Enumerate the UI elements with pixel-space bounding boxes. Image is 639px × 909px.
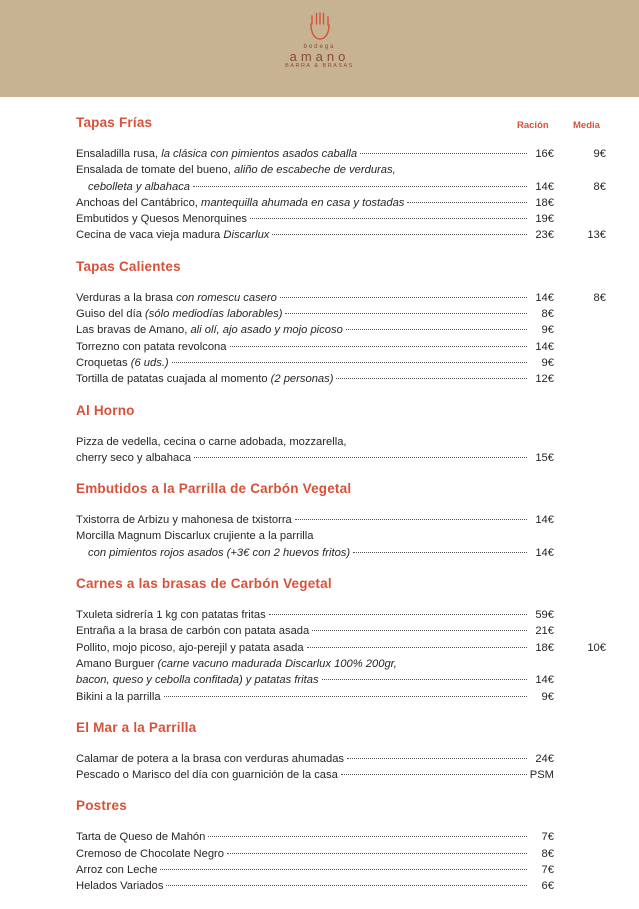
item-description bbox=[76, 179, 190, 195]
item-line bbox=[76, 829, 554, 845]
dot-leader bbox=[322, 679, 527, 680]
item-line bbox=[76, 322, 554, 338]
dot-leader bbox=[194, 457, 527, 458]
price-racion: 8€ bbox=[541, 308, 554, 321]
item-line bbox=[76, 672, 554, 688]
brand-subtitle: BARRA & BRASAS bbox=[285, 63, 354, 69]
item-description bbox=[76, 751, 344, 767]
menu-section bbox=[76, 258, 606, 388]
item-line bbox=[76, 162, 554, 178]
item-text: Cremoso de Chocolate Negro bbox=[76, 847, 224, 860]
item-text: Ensaladilla rusa, bbox=[76, 148, 162, 160]
item-description bbox=[76, 607, 266, 623]
menu-item bbox=[76, 656, 606, 689]
menu-sections bbox=[76, 114, 606, 895]
price-racion: 15€ bbox=[535, 451, 554, 464]
item-text-italic: (6 uds.) bbox=[130, 356, 169, 369]
item-text: Pollito, mojo picoso, ajo-perejil y patata asada bbox=[76, 641, 304, 654]
menu bbox=[76, 114, 606, 909]
item-description bbox=[76, 672, 319, 688]
menu-item bbox=[76, 227, 606, 243]
item-text-italic: mantequilla ahumada en casa y tostadas bbox=[201, 196, 405, 209]
menu-item bbox=[76, 211, 606, 227]
item-line bbox=[76, 607, 554, 623]
item-description bbox=[76, 211, 247, 227]
price-racion: 14€ bbox=[535, 514, 554, 527]
price-racion: 24€ bbox=[535, 752, 554, 765]
dot-leader bbox=[346, 329, 527, 330]
item-description bbox=[76, 290, 277, 306]
item-description bbox=[76, 846, 224, 862]
item-description bbox=[76, 322, 343, 338]
item-text: Torrezno con patata revolcona bbox=[76, 340, 227, 353]
price-media: 8€ bbox=[593, 180, 606, 193]
item-description bbox=[76, 878, 163, 894]
item-text: cherry seco y albahaca bbox=[76, 451, 192, 464]
dot-leader bbox=[166, 885, 527, 886]
item-text: Helados Variados bbox=[76, 880, 164, 893]
item-text: Guiso del día bbox=[76, 308, 146, 321]
price-racion: 59€ bbox=[535, 609, 554, 622]
price-racion: 14€ bbox=[535, 291, 554, 304]
header-band bbox=[0, 0, 639, 97]
item-text: Txistorra de Arbizu y mahonesa de txistorra bbox=[76, 514, 292, 527]
item-description bbox=[76, 355, 169, 371]
dot-leader bbox=[295, 519, 527, 520]
section-title: Embutidos a la Parrilla de Carbón Vegetal bbox=[76, 481, 352, 497]
item-line bbox=[76, 434, 554, 450]
item-text-italic: ali olí, ajo asado y mojo picoso bbox=[190, 324, 343, 337]
item-text: Calamar de potera a la brasa con verduras ahumadas bbox=[76, 752, 345, 765]
dot-leader bbox=[193, 186, 527, 187]
menu-item bbox=[76, 751, 606, 767]
menu-item bbox=[76, 434, 606, 467]
item-text-italic: (2 personas) bbox=[270, 373, 334, 386]
item-description bbox=[76, 434, 347, 450]
item-text: Pescado o Marisco del día con guarnición de la casa bbox=[76, 769, 338, 782]
item-description bbox=[76, 450, 191, 466]
menu-item bbox=[76, 829, 606, 845]
item-text: Bikini a la parrilla bbox=[76, 690, 161, 703]
section-title: Al Horno bbox=[76, 402, 135, 418]
price-media: 13€ bbox=[587, 229, 606, 242]
dot-leader bbox=[312, 630, 527, 631]
hand-icon bbox=[309, 12, 331, 42]
item-line bbox=[76, 545, 554, 561]
menu-item bbox=[76, 640, 606, 656]
dot-leader bbox=[172, 362, 527, 363]
item-description bbox=[76, 512, 292, 528]
menu-item bbox=[76, 846, 606, 862]
item-line bbox=[76, 450, 554, 466]
brand-small: bodega bbox=[303, 44, 336, 50]
menu-section bbox=[76, 719, 606, 784]
price-racion: 19€ bbox=[535, 213, 554, 226]
menu-section bbox=[76, 575, 606, 705]
price-racion: 23€ bbox=[535, 229, 554, 242]
dot-leader bbox=[250, 218, 527, 219]
price-racion: 6€ bbox=[541, 880, 554, 893]
brand-name: amano bbox=[289, 49, 350, 64]
col-media: Media bbox=[573, 120, 600, 131]
price-media: 9€ bbox=[593, 148, 606, 160]
item-text: Embutidos y Quesos Menorquines bbox=[76, 213, 248, 226]
item-line bbox=[76, 767, 554, 783]
item-line bbox=[76, 211, 554, 227]
dot-leader bbox=[285, 313, 527, 314]
item-description bbox=[76, 656, 397, 672]
dot-leader bbox=[208, 836, 527, 837]
price-racion: 9€ bbox=[541, 690, 554, 703]
section-title: Tapas Frías bbox=[76, 115, 153, 130]
item-description bbox=[76, 623, 309, 639]
dot-leader bbox=[407, 202, 527, 203]
price-racion: 14€ bbox=[535, 340, 554, 353]
item-description bbox=[76, 162, 396, 178]
menu-item bbox=[76, 878, 606, 894]
price-racion: 18€ bbox=[535, 196, 554, 209]
item-description bbox=[76, 862, 157, 878]
item-line bbox=[76, 623, 554, 639]
item-line bbox=[76, 227, 554, 243]
section-title: Carnes a las brasas de Carbón Vegetal bbox=[76, 576, 332, 592]
dot-leader bbox=[347, 758, 527, 759]
price-racion: 16€ bbox=[535, 148, 554, 160]
item-description bbox=[76, 195, 404, 211]
menu-item bbox=[76, 162, 606, 195]
item-line bbox=[76, 862, 554, 878]
item-text: Amano Burguer bbox=[76, 657, 158, 670]
item-line bbox=[76, 306, 554, 322]
item-text-italic: bacon, queso y cebolla confitada) y patatas fritas bbox=[76, 674, 319, 687]
menu-item bbox=[76, 689, 606, 705]
item-line bbox=[76, 528, 554, 544]
item-text: Anchoas del Cantábrico, bbox=[76, 196, 202, 209]
price-racion: 9€ bbox=[541, 356, 554, 369]
item-description bbox=[76, 767, 338, 783]
logo bbox=[0, 12, 639, 69]
price-racion: 14€ bbox=[535, 546, 554, 559]
dot-leader bbox=[164, 696, 527, 697]
item-line bbox=[76, 640, 554, 656]
price-racion: 7€ bbox=[541, 864, 554, 877]
item-text: Pizza de vedella, cecina o carne adobada, mozzarella, bbox=[76, 435, 347, 448]
menu-item bbox=[76, 862, 606, 878]
dot-leader bbox=[353, 552, 527, 553]
price-racion: PSM bbox=[529, 769, 554, 782]
item-text: Arroz con Leche bbox=[76, 864, 158, 877]
menu-section bbox=[76, 114, 606, 244]
dot-leader bbox=[160, 869, 527, 870]
item-text-italic: con pimientos rojos asados (+3€ con 2 huevos fritos) bbox=[88, 546, 351, 559]
col-racion: Ración bbox=[517, 120, 549, 131]
dot-leader bbox=[227, 853, 527, 854]
item-text: Cecina de vaca vieja madura bbox=[76, 229, 224, 242]
item-text-italic: la clásica con pimientos asados caballa bbox=[161, 148, 358, 160]
price-racion: 14€ bbox=[535, 180, 554, 193]
menu-item bbox=[76, 339, 606, 355]
menu-item bbox=[76, 290, 606, 306]
dot-leader bbox=[307, 647, 527, 648]
column-headers bbox=[76, 114, 606, 132]
menu-item bbox=[76, 767, 606, 783]
price-racion: 8€ bbox=[541, 847, 554, 860]
item-description bbox=[76, 371, 333, 387]
item-text: Tarta de Queso de Mahón bbox=[76, 831, 206, 844]
price-racion: 14€ bbox=[535, 674, 554, 687]
price-racion: 9€ bbox=[541, 324, 554, 337]
menu-section bbox=[76, 402, 606, 467]
item-line bbox=[76, 195, 554, 211]
item-line bbox=[76, 371, 554, 387]
item-text-italic: Discarlux bbox=[223, 229, 270, 242]
item-description bbox=[76, 306, 282, 322]
item-text: Txuleta sidrería 1 kg con patatas fritas bbox=[76, 609, 266, 622]
menu-item bbox=[76, 607, 606, 623]
menu-item bbox=[76, 146, 606, 162]
item-line bbox=[76, 146, 554, 162]
price-racion: 7€ bbox=[541, 831, 554, 844]
item-description bbox=[76, 689, 161, 705]
price-racion: 18€ bbox=[535, 641, 554, 654]
price-media: 10€ bbox=[587, 641, 606, 654]
price-racion: 12€ bbox=[535, 373, 554, 386]
item-line bbox=[76, 355, 554, 371]
menu-item bbox=[76, 195, 606, 211]
item-line bbox=[76, 689, 554, 705]
item-line bbox=[76, 656, 554, 672]
section-title: El Mar a la Parrilla bbox=[76, 719, 197, 735]
menu-item bbox=[76, 512, 606, 528]
dot-leader bbox=[280, 297, 527, 298]
section-title: Postres bbox=[76, 798, 127, 814]
dot-leader bbox=[269, 614, 527, 615]
item-description bbox=[76, 339, 227, 355]
item-description bbox=[76, 227, 269, 243]
menu-item bbox=[76, 306, 606, 322]
item-text-italic: (sólo mediodías laborables) bbox=[145, 308, 283, 321]
item-line bbox=[76, 339, 554, 355]
item-description bbox=[76, 640, 304, 656]
item-text-italic: aliño de escabeche de verduras, bbox=[234, 164, 396, 177]
item-description bbox=[76, 829, 205, 845]
item-description bbox=[76, 146, 357, 162]
dot-leader bbox=[272, 234, 527, 235]
item-text: Ensalada de tomate del bueno, bbox=[76, 164, 234, 177]
item-line bbox=[76, 290, 554, 306]
menu-item bbox=[76, 623, 606, 639]
menu-item bbox=[76, 528, 606, 561]
item-text-italic: (carne vacuno madurada Discarlux 100% 200gr, bbox=[157, 657, 397, 670]
dot-leader bbox=[336, 378, 527, 379]
item-text: Las bravas de Amano, bbox=[76, 324, 191, 337]
item-text: Morcilla Magnum Discarlux crujiente a la parrilla bbox=[76, 530, 314, 543]
price-racion: 21€ bbox=[535, 625, 554, 638]
item-text: Croquetas bbox=[76, 356, 131, 369]
item-line bbox=[76, 846, 554, 862]
dot-leader bbox=[230, 346, 528, 347]
item-description bbox=[76, 528, 314, 544]
item-line bbox=[76, 512, 554, 528]
dot-leader bbox=[360, 153, 527, 154]
menu-item bbox=[76, 322, 606, 338]
price-media: 8€ bbox=[593, 291, 606, 304]
section-title: Tapas Calientes bbox=[76, 258, 181, 274]
menu-item bbox=[76, 355, 606, 371]
item-text-italic: cebolleta y albahaca bbox=[88, 180, 191, 193]
item-line bbox=[76, 179, 554, 195]
item-text: Tortilla de patatas cuajada al momento bbox=[76, 373, 271, 386]
menu-item bbox=[76, 371, 606, 387]
item-text: Verduras a la brasa bbox=[76, 291, 177, 304]
menu-section bbox=[76, 797, 606, 894]
item-description bbox=[76, 545, 350, 561]
item-line bbox=[76, 751, 554, 767]
item-text-italic: con romescu casero bbox=[176, 291, 277, 304]
menu-section bbox=[76, 480, 606, 561]
item-text: Entraña a la brasa de carbón con patata asada bbox=[76, 625, 310, 638]
dot-leader bbox=[341, 774, 527, 775]
item-line bbox=[76, 878, 554, 894]
